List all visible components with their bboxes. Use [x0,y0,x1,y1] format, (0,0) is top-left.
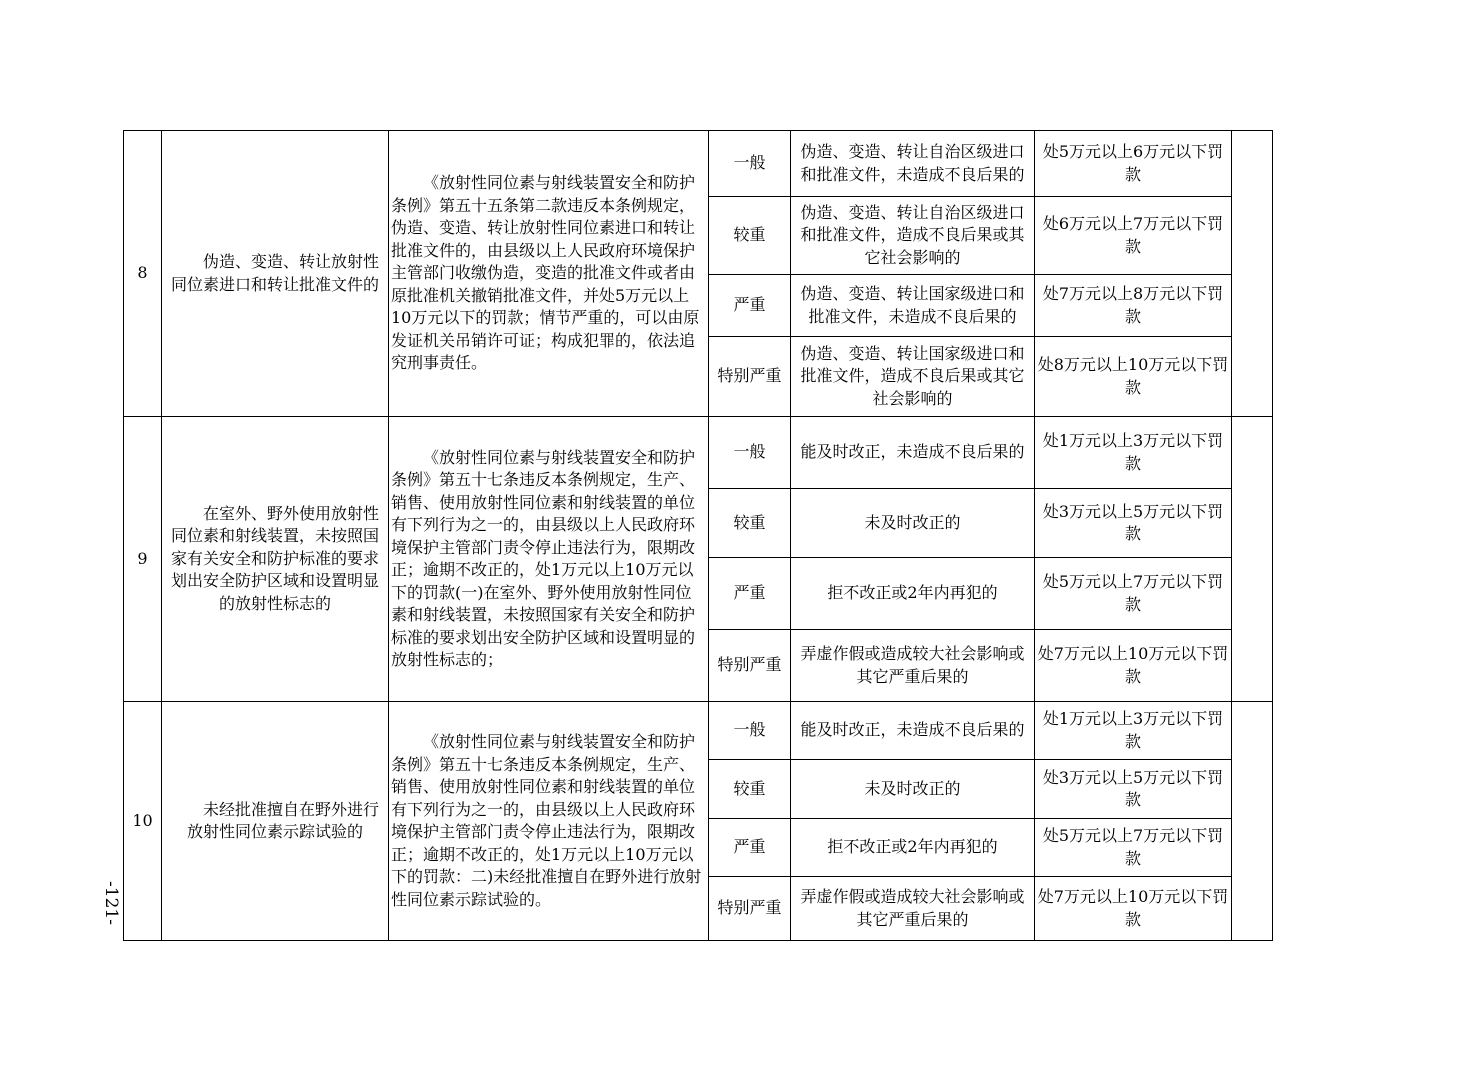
row-number: 8 [124,131,162,417]
table-row [124,131,1273,197]
violation-condition: 伪造、变造、转让自治区级进口和批准文件，未造成不良后果的 [791,131,1035,197]
penalty-range: 处5万元以上7万元以下罚款 [1035,819,1232,877]
penalty-range: 处6万元以上7万元以下罚款 [1035,197,1232,275]
penalty-range: 处3万元以上5万元以下罚款 [1035,489,1232,558]
violation-condition: 弄虚作假或造成较大社会影响或其它严重后果的 [791,877,1035,941]
violation-condition: 能及时改正，未造成不良后果的 [791,417,1035,489]
penalty-range: 处8万元以上10万元以下罚款 [1035,337,1232,417]
table-row [124,417,1273,489]
severity-level: 较重 [709,760,791,819]
row-number: 10 [124,702,162,941]
remarks-cell [1232,702,1273,941]
severity-level: 一般 [709,417,791,489]
penalty-range: 处1万元以上3万元以下罚款 [1035,702,1232,760]
violation-condition: 伪造、变造、转让自治区级进口和批准文件，造成不良后果或其它社会影响的 [791,197,1035,275]
penalty-range: 处3万元以上5万元以下罚款 [1035,760,1232,819]
violation-condition: 拒不改正或2年内再犯的 [791,558,1035,630]
violation-item: 伪造、变造、转让放射性同位素进口和转让批准文件的 [162,131,389,417]
row-number: 9 [124,417,162,702]
severity-level: 特别严重 [709,630,791,702]
severity-level: 较重 [709,197,791,275]
penalty-range: 处7万元以上8万元以下罚款 [1035,275,1232,337]
legal-basis: 《放射性同位素与射线装置安全和防护条例》第五十七条违反本条例规定，生产、销售、使用放射性同位素和射线装置的单位有下列行为之一的，由县级以上人民政府环境保护主管部门责令停止违法行为，限期改正；逾期不改正的，处1万元以上10万元以下的罚款(一)在室外、野外使用放射性同位素和射线装置，未按照国家有关安全和防护标准的要求划出安全防护区域和设置明显的放射性标志的； [389,417,709,702]
penalty-standard-table [123,130,1273,941]
penalty-range: 处7万元以上10万元以下罚款 [1035,630,1232,702]
penalty-range: 处5万元以上7万元以下罚款 [1035,558,1232,630]
severity-level: 一般 [709,131,791,197]
violation-item: 未经批准擅自在野外进行放射性同位素示踪试验的 [162,702,389,941]
severity-level: 特别严重 [709,337,791,417]
violation-condition: 能及时改正，未造成不良后果的 [791,702,1035,760]
violation-condition: 伪造、变造、转让国家级进口和批准文件，未造成不良后果的 [791,275,1035,337]
violation-condition: 伪造、变造、转让国家级进口和批准文件，造成不良后果或其它社会影响的 [791,337,1035,417]
remarks-cell [1232,131,1273,417]
severity-level: 一般 [709,702,791,760]
penalty-range: 处7万元以上10万元以下罚款 [1035,877,1232,941]
page-number: -121- [101,881,121,925]
severity-level: 严重 [709,558,791,630]
penalty-range: 处5万元以上6万元以下罚款 [1035,131,1232,197]
severity-level: 严重 [709,275,791,337]
violation-condition: 未及时改正的 [791,760,1035,819]
penalty-range: 处1万元以上3万元以下罚款 [1035,417,1232,489]
violation-item: 在室外、野外使用放射性同位素和射线装置，未按照国家有关安全和防护标准的要求划出安全防护区域和设置明显的放射性标志的 [162,417,389,702]
severity-level: 较重 [709,489,791,558]
severity-level: 特别严重 [709,877,791,941]
severity-level: 严重 [709,819,791,877]
violation-condition: 弄虚作假或造成较大社会影响或其它严重后果的 [791,630,1035,702]
legal-basis: 《放射性同位素与射线装置安全和防护条例》第五十七条违反本条例规定，生产、销售、使用放射性同位素和射线装置的单位有下列行为之一的，由县级以上人民政府环境保护主管部门责令停止违法行为，限期改正；逾期不改正的，处1万元以上10万元以下的罚款：二)未经批准擅自在野外进行放射性同位素示踪试验的。 [389,702,709,941]
legal-basis: 《放射性同位素与射线装置安全和防护条例》第五十五条第二款违反本条例规定，伪造、变造、转让放射性同位素进口和转让批准文件的，由县级以上人民政府环境保护主管部门收缴伪造，变造的批准文件或者由原批准机关撤销批准文件，并处5万元以上10万元以下的罚款；情节严重的，可以由原发证机关吊销许可证；构成犯罪的，依法追究刑事责任。 [389,131,709,417]
violation-condition: 未及时改正的 [791,489,1035,558]
table-row [124,702,1273,760]
remarks-cell [1232,417,1273,702]
violation-condition: 拒不改正或2年内再犯的 [791,819,1035,877]
